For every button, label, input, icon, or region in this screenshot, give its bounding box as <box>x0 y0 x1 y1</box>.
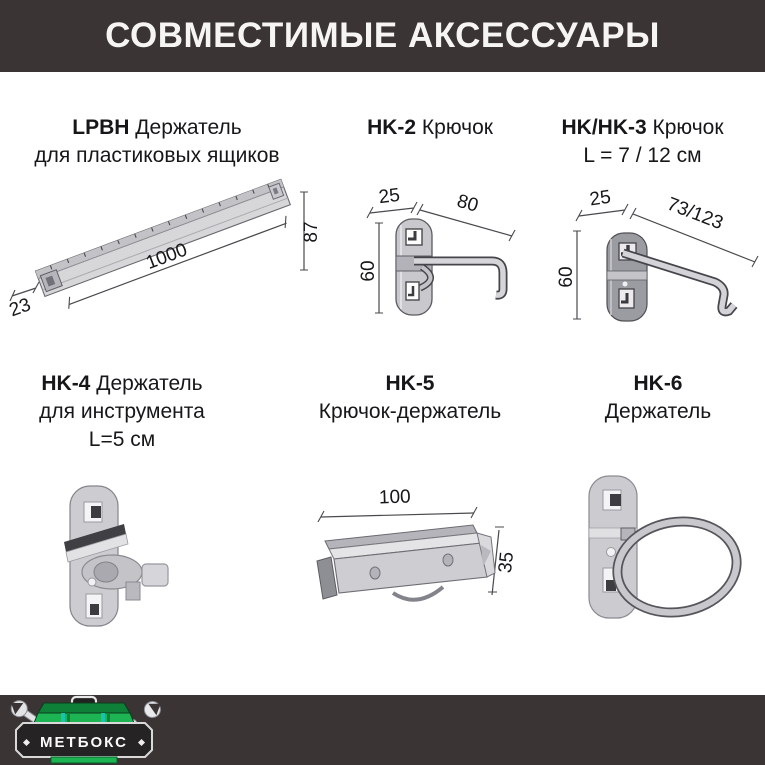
product-code: LPBH <box>72 116 130 139</box>
product-subtitle: для инструмента <box>39 400 205 423</box>
hk6-drawing <box>575 470 745 625</box>
logo-base-bar <box>51 757 117 763</box>
product-name: Крючок <box>652 116 724 139</box>
footer-bar <box>0 695 765 765</box>
product-code: HK-4 <box>41 372 91 395</box>
product-title-hk6 <box>558 370 758 426</box>
dim-width-label: 25 <box>588 186 613 211</box>
product-name: Держатель <box>96 372 203 395</box>
product-title-hk5 <box>290 370 530 426</box>
dim-height-label: 87 <box>301 221 322 243</box>
lpbh-drawing <box>8 170 320 322</box>
hk3-drawing <box>556 183 763 323</box>
product-subtitle: для пластиковых ящиков <box>34 144 280 167</box>
header-bar <box>0 0 765 72</box>
hk2-drawing <box>358 183 527 323</box>
hk5-drawing <box>293 473 528 623</box>
dim-length-label: 100 <box>378 486 412 509</box>
product-title-hk2 <box>330 114 530 142</box>
product-name: Держатель <box>135 116 242 139</box>
product-name: Держатель <box>604 400 712 423</box>
dim-length-label: 1000 <box>143 239 191 274</box>
product-code: HK-6 <box>633 372 683 395</box>
toolbox-icon <box>34 697 134 723</box>
product-name: Крючок <box>421 116 493 139</box>
product-code: HK-5 <box>385 372 435 395</box>
product-code: HK/HK-3 <box>561 116 647 139</box>
metbox-logo <box>4 697 164 763</box>
product-name: Крючок-держатель <box>318 400 502 423</box>
product-title-hk4 <box>12 370 232 454</box>
dim-height-label: 60 <box>556 266 577 288</box>
product-title-lpbh <box>17 114 297 170</box>
dim-width-label: 25 <box>377 184 402 209</box>
product-code: HK-2 <box>367 116 417 139</box>
dim-height-label: 60 <box>358 260 379 282</box>
product-title-hk3 <box>540 114 745 170</box>
dim-length-label: 80 <box>454 190 481 217</box>
dim-depth-label: 23 <box>6 294 34 322</box>
product-subtitle2: L=5 см <box>88 428 156 451</box>
dim-height-label: 35 <box>494 550 519 575</box>
product-subtitle: L = 7 / 12 см <box>583 144 702 167</box>
logo-text: МЕТБОКС <box>40 734 128 751</box>
dim-length-label: 73/123 <box>664 193 726 235</box>
hk4-drawing <box>50 480 190 635</box>
page-title: СОВМЕСТИМЫЕ АКСЕССУАРЫ <box>105 16 660 55</box>
